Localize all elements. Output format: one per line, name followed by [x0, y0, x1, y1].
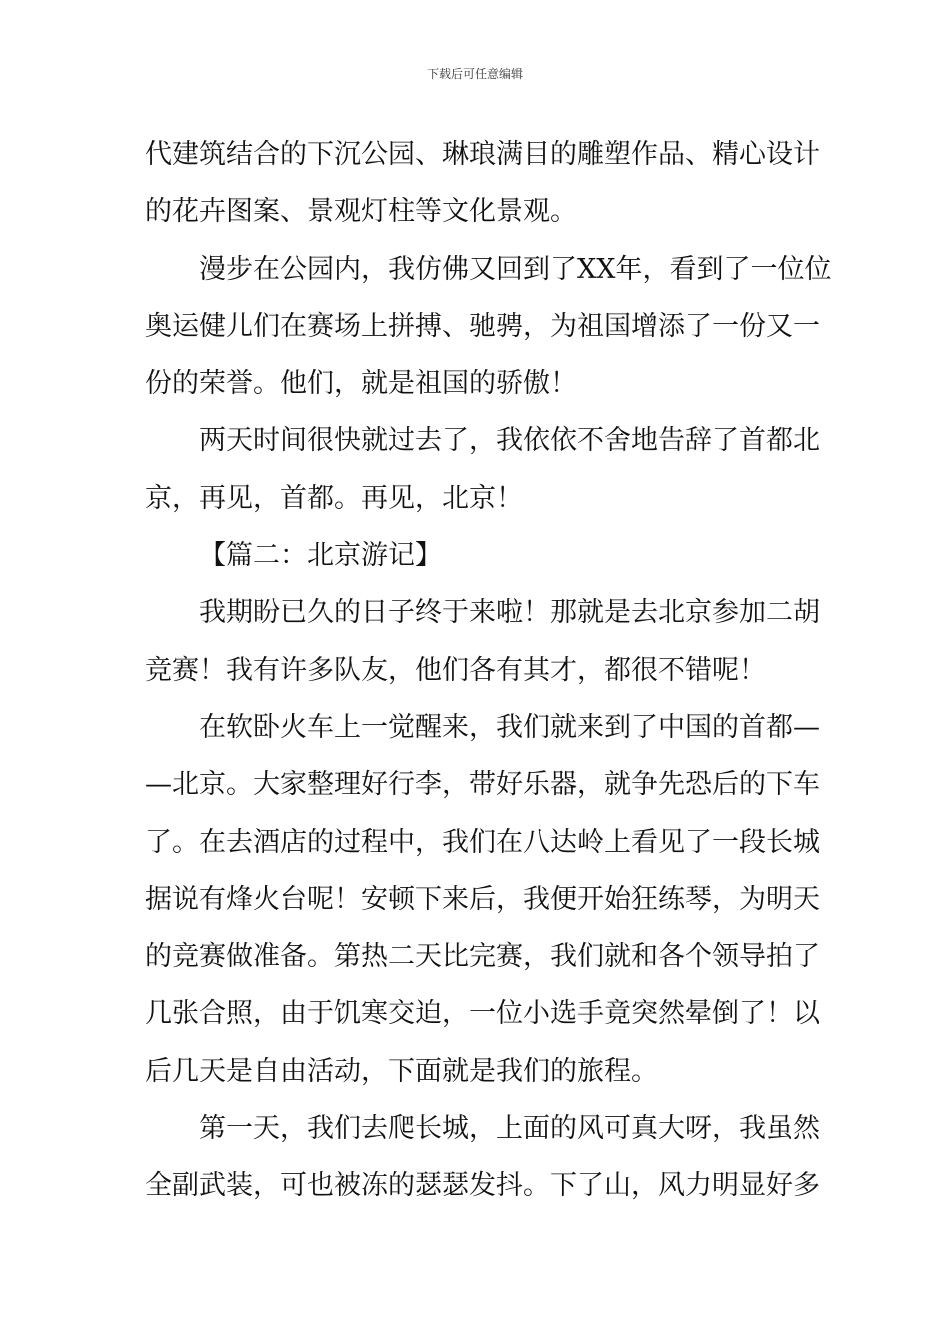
- text-line: 的花卉图案、景观灯柱等文化景观。: [145, 196, 577, 228]
- text-line: 后几天是自由活动，下面就是我们的旅程。: [145, 1055, 658, 1087]
- text-line: 【篇二：北京游记】: [199, 540, 442, 572]
- text-line: 京，再见，首都。再见，北京！: [145, 482, 523, 514]
- text-line: 全副武装，可也被冻的瑟瑟发抖。下了山，风力明显好多: [145, 1170, 820, 1202]
- text-line: 的竞赛做准备。第热二天比完赛，我们就和各个领导拍了: [145, 941, 820, 973]
- text-line: 份的荣誉。他们，就是祖国的骄傲！: [145, 368, 577, 400]
- text-line: 我期盼已久的日子终于来啦！那就是去北京参加二胡: [199, 597, 820, 629]
- text-line: 了。在去酒店的过程中，我们在八达岭上看见了一段长城: [145, 826, 820, 858]
- text-line: 两天时间很快就过去了，我依依不舍地告辞了首都北: [199, 425, 820, 457]
- document-body: [145, 126, 832, 1215]
- text-line: 奥运健儿们在赛场上拼搏、驰骋，为祖国增添了一份又一: [145, 310, 820, 342]
- text-line: 代建筑结合的下沉公园、琳琅满目的雕塑作品、精心设计: [145, 139, 820, 170]
- text-line: 第一天，我们去爬长城，上面的风可真大呀，我虽然: [199, 1113, 820, 1145]
- text-line: 据说有烽火台呢！安顿下来后，我便开始狂练琴，为明天: [145, 883, 820, 915]
- text-line: 竞赛！我有许多队友，他们各有其才，都很不错呢！: [145, 654, 766, 686]
- text-line: —北京。大家整理好行李，带好乐器，就争先恐后的下车: [145, 769, 820, 801]
- text-line: 漫步在公园内，我仿佛又回到了XX年，看到了一位位: [199, 253, 832, 285]
- text-line: 几张合照，由于饥寒交迫，一位小选手竟突然晕倒了！以: [145, 998, 820, 1030]
- text-line: 在软卧火车上一觉醒来，我们就来到了中国的首都—: [199, 711, 820, 743]
- page-header: 下载后可任意编辑: [426, 67, 523, 81]
